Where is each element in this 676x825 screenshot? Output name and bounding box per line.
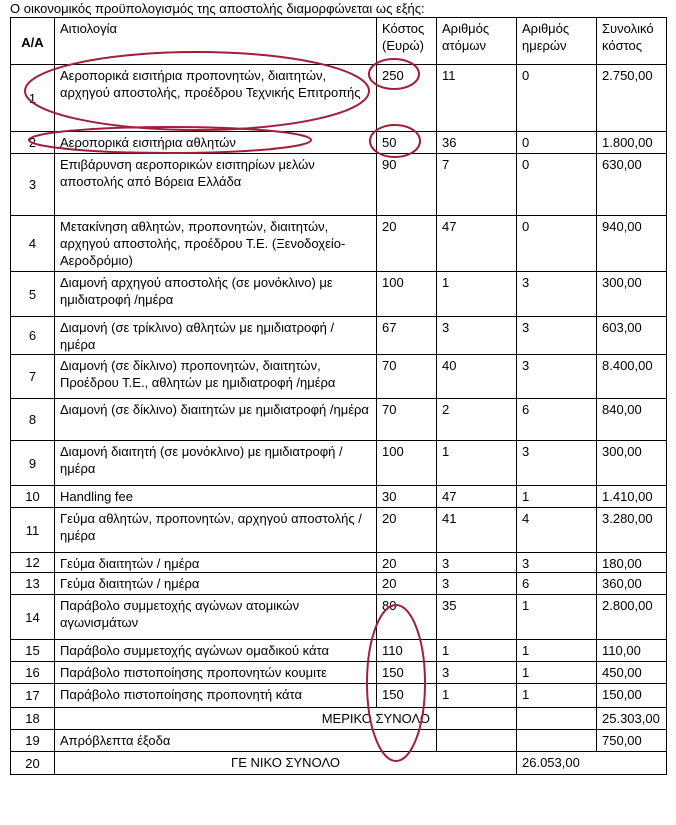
row-total: 300,00 — [597, 441, 667, 486]
budget-table — [10, 17, 667, 775]
row-description: Handling fee — [55, 486, 377, 508]
header-days: Αριθμός ημερών — [517, 18, 597, 65]
table-row — [11, 216, 667, 272]
row-total: 150,00 — [597, 684, 667, 708]
row-number: 2 — [11, 132, 55, 154]
row-total: 2.800,00 — [597, 595, 667, 640]
empty-cell — [517, 730, 597, 752]
unforeseen-value: 750,00 — [597, 730, 667, 752]
row-total: 450,00 — [597, 662, 667, 684]
unforeseen-label: Απρόβλεπτα έξοδα — [55, 730, 437, 752]
row-cost: 67 — [377, 317, 437, 355]
row-persons: 1 — [437, 684, 517, 708]
header-persons: Αριθμός ατόμων — [437, 18, 517, 65]
row-cost: 150 — [377, 684, 437, 708]
row-days: 3 — [517, 317, 597, 355]
row-persons: 41 — [437, 508, 517, 553]
row-total: 630,00 — [597, 154, 667, 216]
row-description: Αεροπορικά εισιτήρια προπονητών, διαιτητών, αρχηγού αποστολής, προέδρου Τεχνικής Επιτροπής — [55, 65, 377, 132]
row-days: 6 — [517, 399, 597, 441]
row-description: Μετακίνηση αθλητών, προπονητών, διαιτητών, αρχηγού αποστολής, προέδρου Τ.Ε. (Ξενοδοχείο-Αεροδρόμιο) — [55, 216, 377, 272]
row-number: 8 — [11, 399, 55, 441]
row-number: 20 — [11, 752, 55, 775]
row-persons: 36 — [437, 132, 517, 154]
subtotal-value: 25.303,00 — [597, 708, 667, 730]
row-total: 1.800,00 — [597, 132, 667, 154]
subtotal-label: ΜΕΡΙΚΟ ΣΥΝΟΛΟ — [55, 708, 437, 730]
row-persons: 1 — [437, 441, 517, 486]
row-days: 0 — [517, 65, 597, 132]
table-row — [11, 272, 667, 317]
row-persons: 3 — [437, 662, 517, 684]
row-days: 0 — [517, 132, 597, 154]
row-total: 300,00 — [597, 272, 667, 317]
row-total: 110,00 — [597, 640, 667, 662]
row-number: 5 — [11, 272, 55, 317]
row-persons: 1 — [437, 272, 517, 317]
row-days: 1 — [517, 662, 597, 684]
row-number: 10 — [11, 486, 55, 508]
row-days: 1 — [517, 684, 597, 708]
row-days: 1 — [517, 486, 597, 508]
table-row — [11, 595, 667, 640]
row-persons: 3 — [437, 553, 517, 573]
grand-total-label: ΓΕ ΝΙΚΟ ΣΥΝΟΛΟ — [55, 752, 517, 775]
row-persons: 47 — [437, 216, 517, 272]
row-persons: 11 — [437, 65, 517, 132]
row-persons: 47 — [437, 486, 517, 508]
row-cost: 20 — [377, 573, 437, 595]
subtotal-row — [11, 708, 667, 730]
table-row — [11, 684, 667, 708]
row-cost: 50 — [377, 132, 437, 154]
row-number: 1 — [11, 65, 55, 132]
row-days: 1 — [517, 640, 597, 662]
row-persons: 35 — [437, 595, 517, 640]
row-number: 4 — [11, 216, 55, 272]
row-number: 19 — [11, 730, 55, 752]
row-total: 8.400,00 — [597, 355, 667, 399]
row-description: Επιβάρυνση αεροπορικών εισιτηρίων μελών αποστολής από Βόρεια Ελλάδα — [55, 154, 377, 216]
row-total: 2.750,00 — [597, 65, 667, 132]
row-total: 1.410,00 — [597, 486, 667, 508]
row-number: 6 — [11, 317, 55, 355]
row-description: Παράβολο πιστοποίησης προπονητών κουμιτε — [55, 662, 377, 684]
row-description: Παράβολο συμμετοχής αγώνων ομαδικού κάτα — [55, 640, 377, 662]
row-number: 13 — [11, 573, 55, 595]
table-row — [11, 154, 667, 216]
row-description: Διαμονή (σε δίκλινο) προπονητών, διαιτητών, Προέδρου Τ.Ε., αθλητών με ημιδιατροφή /ημέρα — [55, 355, 377, 399]
row-cost: 110 — [377, 640, 437, 662]
header-aa: Α/Α — [11, 18, 55, 65]
table-row — [11, 441, 667, 486]
row-persons: 7 — [437, 154, 517, 216]
row-cost: 30 — [377, 486, 437, 508]
row-days: 3 — [517, 272, 597, 317]
row-days: 6 — [517, 573, 597, 595]
header-total: Συνολικό κόστος — [597, 18, 667, 65]
row-persons: 1 — [437, 640, 517, 662]
header-cost: Κόστος (Ευρώ) — [377, 18, 437, 65]
row-days: 0 — [517, 216, 597, 272]
row-cost: 70 — [377, 355, 437, 399]
row-number: 9 — [11, 441, 55, 486]
row-description: Γεύμα διαιτητών / ημέρα — [55, 573, 377, 595]
row-description: Παράβολο πιστοποίησης προπονητή κάτα — [55, 684, 377, 708]
row-total: 603,00 — [597, 317, 667, 355]
header-description: Αιτιολογία — [55, 18, 377, 65]
row-cost: 20 — [377, 216, 437, 272]
row-description: Γεύμα διαιτητών / ημέρα — [55, 553, 377, 573]
row-number: 18 — [11, 708, 55, 730]
row-description: Διαμονή (σε τρίκλινο) αθλητών με ημιδιατροφή / ημέρα — [55, 317, 377, 355]
row-number: 7 — [11, 355, 55, 399]
row-total: 840,00 — [597, 399, 667, 441]
row-days: 3 — [517, 553, 597, 573]
row-cost: 90 — [377, 154, 437, 216]
row-cost: 100 — [377, 441, 437, 486]
row-persons: 3 — [437, 317, 517, 355]
row-persons: 40 — [437, 355, 517, 399]
table-row — [11, 355, 667, 399]
row-persons: 3 — [437, 573, 517, 595]
empty-cell — [437, 708, 517, 730]
unforeseen-row — [11, 730, 667, 752]
row-cost: 100 — [377, 272, 437, 317]
row-cost: 20 — [377, 508, 437, 553]
row-description: Παράβολο συμμετοχής αγώνων ατομικών αγωνισμάτων — [55, 595, 377, 640]
row-days: 3 — [517, 355, 597, 399]
table-row — [11, 640, 667, 662]
row-number: 11 — [11, 508, 55, 553]
row-days: 0 — [517, 154, 597, 216]
row-number: 17 — [11, 684, 55, 708]
table-row — [11, 508, 667, 553]
row-number: 16 — [11, 662, 55, 684]
row-description: Διαμονή διαιτητή (σε μονόκλινο) με ημιδιατροφή / ημέρα — [55, 441, 377, 486]
table-row — [11, 573, 667, 595]
grand-total-value: 26.053,00 — [517, 752, 667, 775]
row-total: 940,00 — [597, 216, 667, 272]
row-cost: 150 — [377, 662, 437, 684]
row-number: 3 — [11, 154, 55, 216]
row-description: Διαμονή αρχηγού αποστολής (σε μονόκλινο) με ημιδιατροφή /ημέρα — [55, 272, 377, 317]
row-cost: 250 — [377, 65, 437, 132]
row-days: 1 — [517, 595, 597, 640]
table-row — [11, 486, 667, 508]
row-cost: 20 — [377, 553, 437, 573]
row-total: 360,00 — [597, 573, 667, 595]
table-row — [11, 553, 667, 573]
empty-cell — [517, 708, 597, 730]
row-description: Γεύμα αθλητών, προπονητών, αρχηγού αποστολής /ημέρα — [55, 508, 377, 553]
table-row — [11, 399, 667, 441]
row-days: 4 — [517, 508, 597, 553]
row-description: Διαμονή (σε δίκλινο) διαιτητών με ημιδιατροφή /ημέρα — [55, 399, 377, 441]
table-row — [11, 662, 667, 684]
row-description: Αεροπορικά εισιτήρια αθλητών — [55, 132, 377, 154]
intro-text: Ο οικονομικός προϋπολογισμός της αποστολής διαμορφώνεται ως εξής: — [10, 1, 425, 16]
table-row — [11, 65, 667, 132]
row-persons: 2 — [437, 399, 517, 441]
row-cost: 80 — [377, 595, 437, 640]
header-row — [11, 18, 667, 65]
row-total: 3.280,00 — [597, 508, 667, 553]
grand-total-row — [11, 752, 667, 775]
row-days: 3 — [517, 441, 597, 486]
row-number: 12 — [11, 553, 55, 573]
row-cost: 70 — [377, 399, 437, 441]
table-row — [11, 317, 667, 355]
row-number: 15 — [11, 640, 55, 662]
table-row — [11, 132, 667, 154]
row-total: 180,00 — [597, 553, 667, 573]
empty-cell — [437, 730, 517, 752]
row-number: 14 — [11, 595, 55, 640]
